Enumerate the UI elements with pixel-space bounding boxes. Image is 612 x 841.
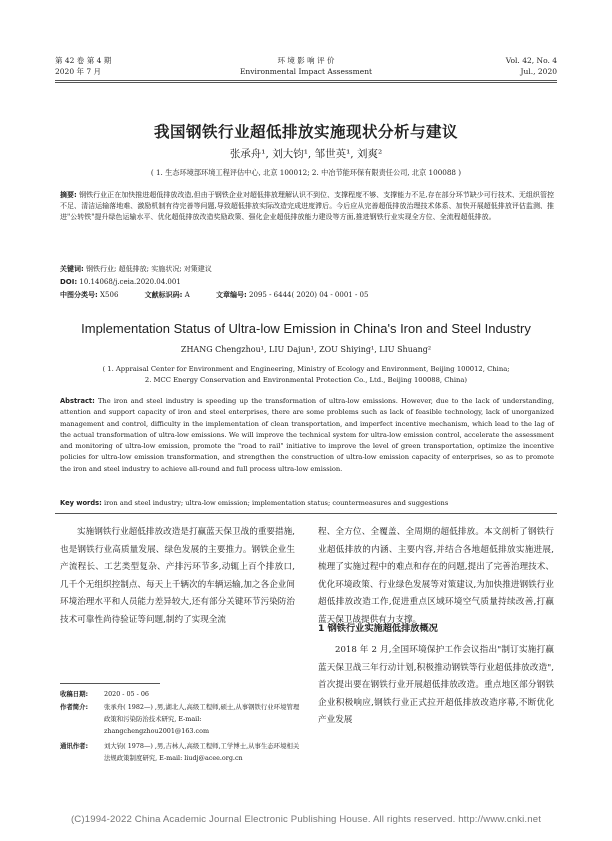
keywords-text-cn: 钢铁行业; 超低排放; 实施状况; 对策建议 (86, 265, 212, 273)
journal-name-en: Environmental Impact Assessment (239, 67, 373, 76)
doi-value: 10.14068/j.ceia.2020.04.001 (79, 278, 181, 286)
abstract-cn (60, 190, 554, 223)
paper-title-cn: 我国钢铁行业超低排放实施现状分析与建议 (153, 123, 458, 141)
keywords-cn (60, 264, 554, 275)
doi-line (60, 277, 554, 288)
doi-label: DOI: (60, 278, 78, 286)
paper-title-en: Implementation Status of Ultra-low Emission in China's Iron and Steel Industry (81, 321, 531, 336)
abstract-label-cn: 摘要: (60, 191, 77, 199)
received-date: 2020 - 05 - 06 (104, 690, 149, 698)
abstract-text-cn: 钢铁行业正在加快推进超低排放改造,但由于钢铁企业对超低排放理解认识不到位、支撑程度不够、支撑能力不足,存在部分环节缺少可行技术、无组织管控不足、清洁运输落地难、激励机制有待完善等问题,导致超低排放实际改造完成进度滞后。今后应从完善超低排放治理技术体系、加快开展超低排放评估监测、推进"公转铁"提升绿色运输水平、优化超低排放改造奖励政策、强化企业超低排放能力建设等方面,推进钢铁行业实现全方位、全流程超低排放。 (60, 191, 554, 222)
article-no-label: 文章编号: (215, 291, 247, 299)
issue-date-en: Jul., 2020 (520, 67, 557, 76)
footnote-rule (60, 683, 160, 684)
header-rule (55, 80, 557, 81)
doc-code-label: 文献标识码: (144, 291, 183, 299)
issue-date-cn: 2020 年 7 月 (55, 67, 102, 76)
abstract-en (60, 396, 554, 475)
authors-en: ZHANG Chengzhou¹, LIU Dajun¹, ZOU Shiying¹, LIU Shuang² (180, 345, 432, 354)
abstract-separator (55, 513, 557, 514)
keywords-label-en: Key words: (60, 499, 102, 507)
affiliation-cn: ( 1. 生态环境部环境工程评估中心, 北京 100012; 2. 中冶节能环保有限责任公司, 北京 100088 ) (150, 168, 462, 177)
section-heading-1: 1 钢铁行业实施超低排放概况 (318, 623, 438, 634)
affiliation-en-line1: ( 1. Appraisal Center for Environment and Engineering, Ministry of Ecology and Environment, Beijing 100012, China; (102, 365, 510, 373)
section1-paragraph: 2018 年 2 月,全国环境保护工作会议指出"制订实施打赢蓝天保卫战三年行动计划,积极推动钢铁等行业超低排放改造",首次提出要在钢铁行业开展超低排放改造。重点地区部分钢铁企业积极响应,钢铁行业正式拉开超低排放改造序幕,不断优化产业发展 (318, 645, 554, 726)
received-label: 收稿日期: (60, 690, 89, 698)
copyright-footer: (C)1994-2022 China Academic Journal Electronic Publishing House. All rights reserved. http://www.cnki.net (70, 814, 542, 825)
volume-issue: 第 42 卷 第 4 期 (55, 56, 112, 65)
body-paragraph-left: 实施钢铁行业超低排放改造是打赢蓝天保卫战的重要措施,也是钢铁行业高质量发展、绿色发展的主要推力。钢铁企业生产流程长、工艺类型复杂、产排污环节多,动辄上百个排放口,几千个无组织控制点、每天上千辆次的车辆运输,加之各企业间环境治理水平和人员能力差异较大,还有部分关键环节污染防治技术可靠性尚待验证等问题,制约了实现全流 (60, 527, 295, 625)
clc-value: X506 (100, 291, 119, 299)
footnote-corresponding (60, 740, 300, 764)
keywords-text-en: iron and steel industry; ultra-low emission; implementation status; countermeasures and suggestions (103, 499, 449, 507)
footnote-received (60, 688, 300, 700)
volume-issue-en: Vol. 42, No. 4 (505, 56, 557, 65)
author-bio: 张承舟( 1982—) ,男,湖北人,高级工程师,硕士,从事钢铁行业环境管理政策和污染防治技术研究, E-mail: zhangchengzhou2001@163.com (104, 703, 300, 735)
header-rule-2 (55, 82, 557, 83)
abstract-label-en: Abstract: (60, 397, 95, 405)
classification-line (60, 290, 554, 301)
author-bio-label: 作者简介: (60, 703, 89, 711)
affiliation-en (40, 364, 572, 385)
journal-name-cn: 环 境 影 响 评 价 (277, 56, 335, 65)
affiliation-en-line2: 2. MCC Energy Conservation and Environmental Protection Co., Ltd., Beijing 100088, China) (144, 375, 468, 384)
footnote-author (60, 701, 300, 737)
body-paragraph-right: 程、全方位、全覆盖、全周期的超低排放。本文剖析了钢铁行业超低排放的内涵、主要内容,并结合各地超低排放实施进展,梳理了实施过程中的难点和存在的问题,提出了完善治理技术、优化环境政策、行业绿色发展等对策建议,为加快推进钢铁行业超低排放改造工作,促进重点区域环境空气质量持续改善,打赢蓝天保卫战提供有力支撑。 (318, 527, 554, 625)
clc-label: 中图分类号: (60, 291, 98, 299)
corresponding-label: 通讯作者: (60, 742, 89, 750)
authors-cn: 张承舟¹, 刘大钧¹, 邹世英¹, 刘爽² (229, 148, 383, 160)
keywords-en (60, 499, 554, 507)
article-no-value: 2095 - 6444( 2020) 04 - 0001 - 05 (249, 291, 369, 299)
keywords-label-cn: 关键词: (60, 265, 84, 273)
doc-code-value: A (184, 291, 190, 299)
corresponding-bio: 刘大钧( 1978—) ,男,吉林人,高级工程师,工学博士,从事生态环境相关法规政策制度研究, E-mail: liudj@acee.org.cn (104, 742, 300, 762)
abstract-text-en: The iron and steel industry is speeding up the transformation of ultra-low emissions. However, due to the lack of understanding, attention and support capacity of iron and steel enterprises, there are some problems such as lack of feasible technology, lack of unorganized management and control, difficulty in the implementation of clean transportation, and imperfect incentive mechanism, which lead to the lag of the actual transformation of ultra-low emissions. We will improve the technical system for ultra-low emission control, accelerate the assessment and monitoring of ultra-low emission, promote the "road to rail" initiative to improve the level of green transportation, optimize the incentive policies for ultra-low emission transformation, and strengthen the construction of ultra-low emission capacity of enterprises, so as to promote the iron and steel industry to achieve all-round and full process ultra-low emission. (60, 397, 554, 473)
